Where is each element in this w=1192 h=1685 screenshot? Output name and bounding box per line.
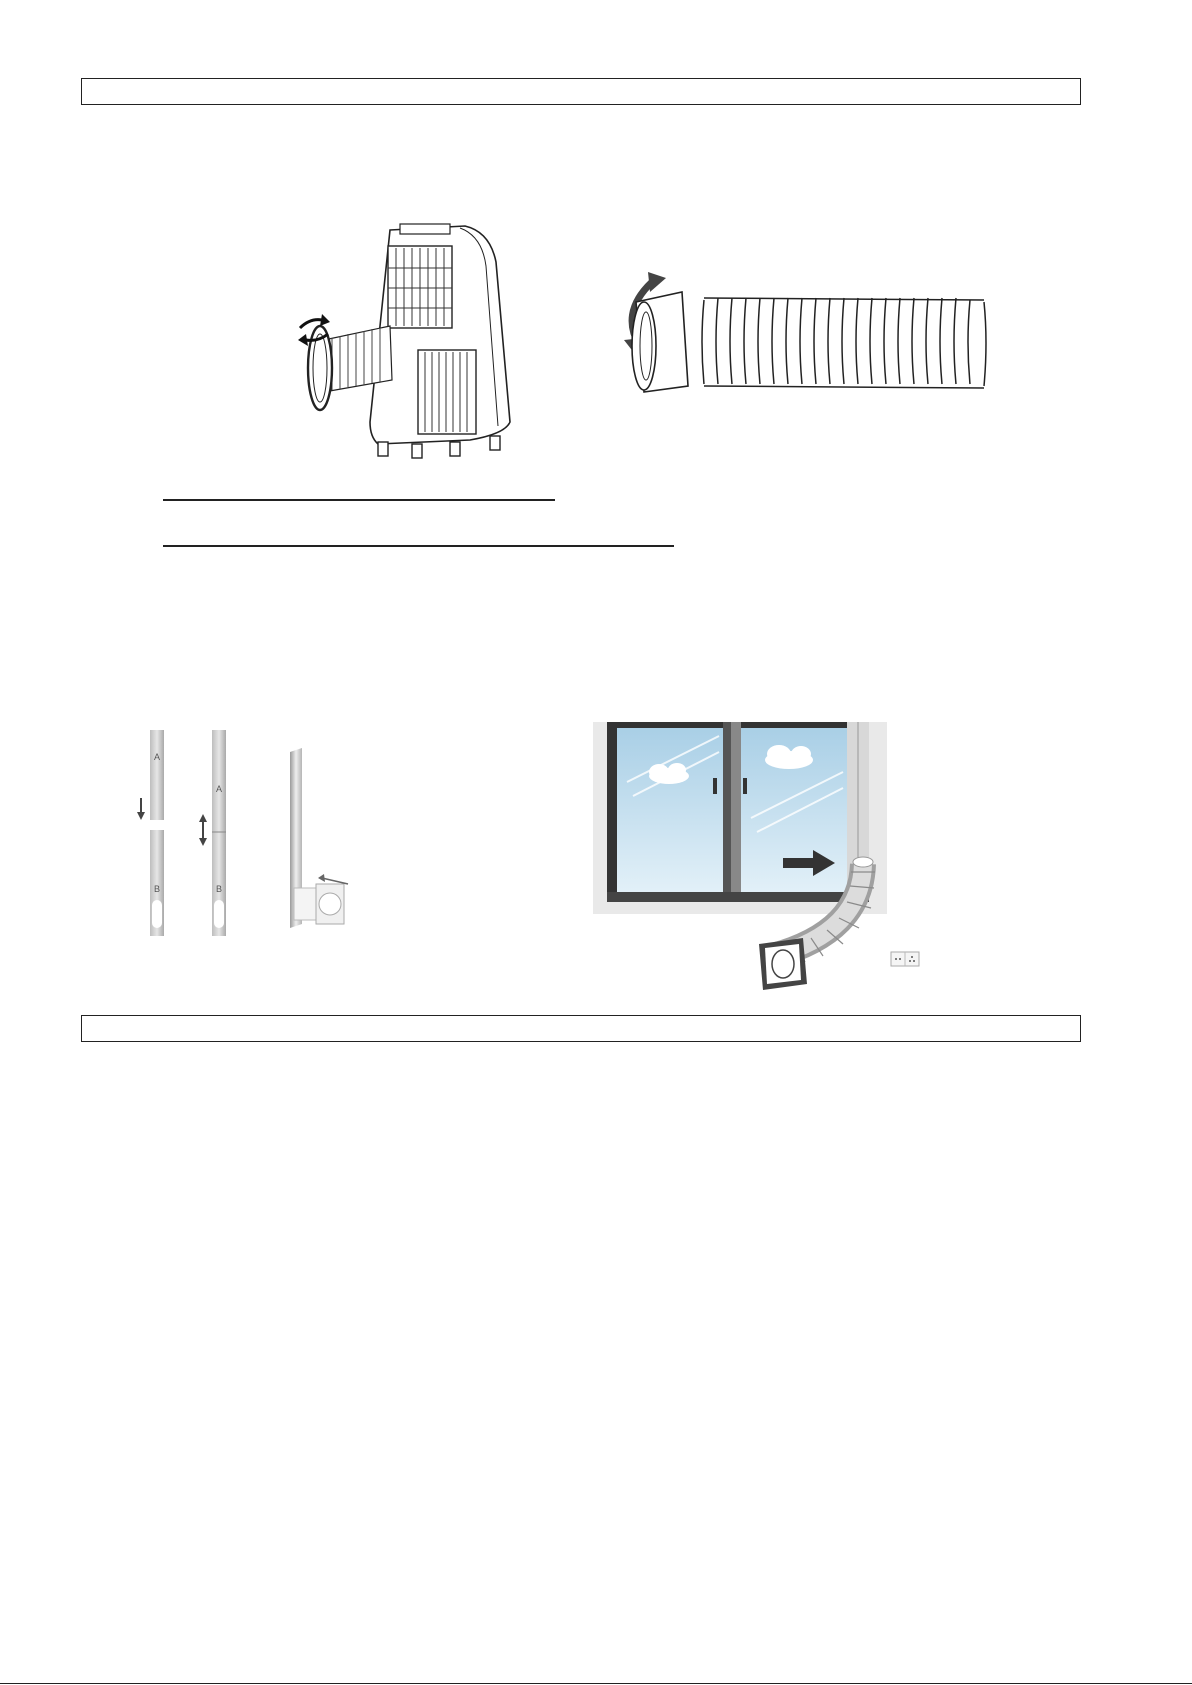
underline-rule-1 bbox=[163, 499, 555, 501]
page-bottom-rule bbox=[0, 1683, 1192, 1684]
panel-middle-label-a: A bbox=[216, 784, 223, 794]
panel-left-label-a: A bbox=[154, 752, 161, 762]
section-header-box-top bbox=[81, 78, 1081, 105]
panel-left-label-b: B bbox=[154, 884, 161, 894]
section-header-box-bottom bbox=[81, 1015, 1081, 1042]
exhaust-hose-connector-illustration bbox=[604, 262, 994, 402]
underline-rule-2 bbox=[163, 545, 674, 547]
window-installation-illustration bbox=[593, 722, 923, 992]
air-conditioner-unit-illustration bbox=[300, 222, 530, 467]
window-kit-panels-illustration bbox=[130, 728, 370, 938]
panel-middle-label-b: B bbox=[216, 884, 223, 894]
